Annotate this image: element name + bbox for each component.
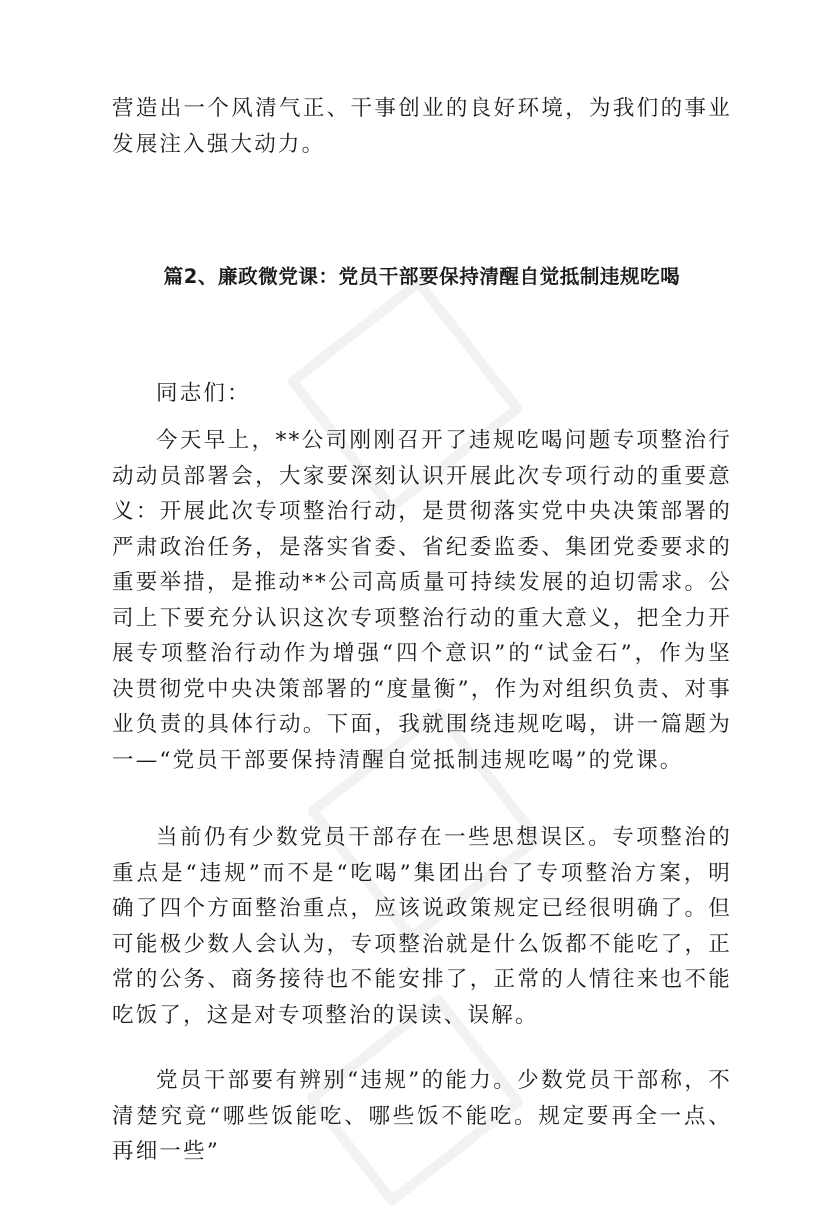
salutation: 同志们： [156, 381, 251, 406]
section-title: 篇2、廉政微党课：党员干部要保持清醒自觉抵制违规吃喝 [163, 265, 681, 288]
body-paragraph-3: 党员干部要有辨别“违规”的能力。少数党员干部称，不清楚究竟“哪些饭能吃、哪些饭不能吃。规定要再全一点、再细一些” [112, 1068, 732, 1164]
intro-paragraph-tail: 营造出一个风清气正、干事创业的良好环境，为我们的事业发展注入强大动力。 [112, 96, 732, 157]
body-paragraph-2: 当前仍有少数党员干部存在一些思想误区。专项整治的重点是“违规”而不是“吃喝”集团出台了专项整治方案，明确了四个方面整治重点，应该说政策规定已经很明确了。但可能极少数人会认为，专项整治就是什么饭都不能吃了，正常的公务、商务接待也不能安排了，正常的人情往来也不能吃饭了，这是对专项整治的误读、误解。 [112, 825, 732, 1028]
body-paragraph-1: 今天早上，**公司刚刚召开了违规吃喝问题专项整治行动动员部署会，大家要深刻认识开展此次专项行动的重要意义：开展此次专项整治行动，是贯彻落实党中央决策部署的严肃政治任务，是落实省委、省纪委监委、集团党委要求的重要举措，是推动**公司高质量可持续发展的迫切需求。公司上下要充分认识这次专项整治行动的重大意义，把全力开展专项整治行动作为增强“四个意识”的“试金石”，作为坚决贯彻党中央决策部署的“度量衡”，作为对组织负责、对事业负责的具体行动。下面，我就围绕违规吃喝，讲一篇题为一—“党员干部要保持清醒自觉抵制违规吃喝”的党课。 [112, 428, 732, 773]
